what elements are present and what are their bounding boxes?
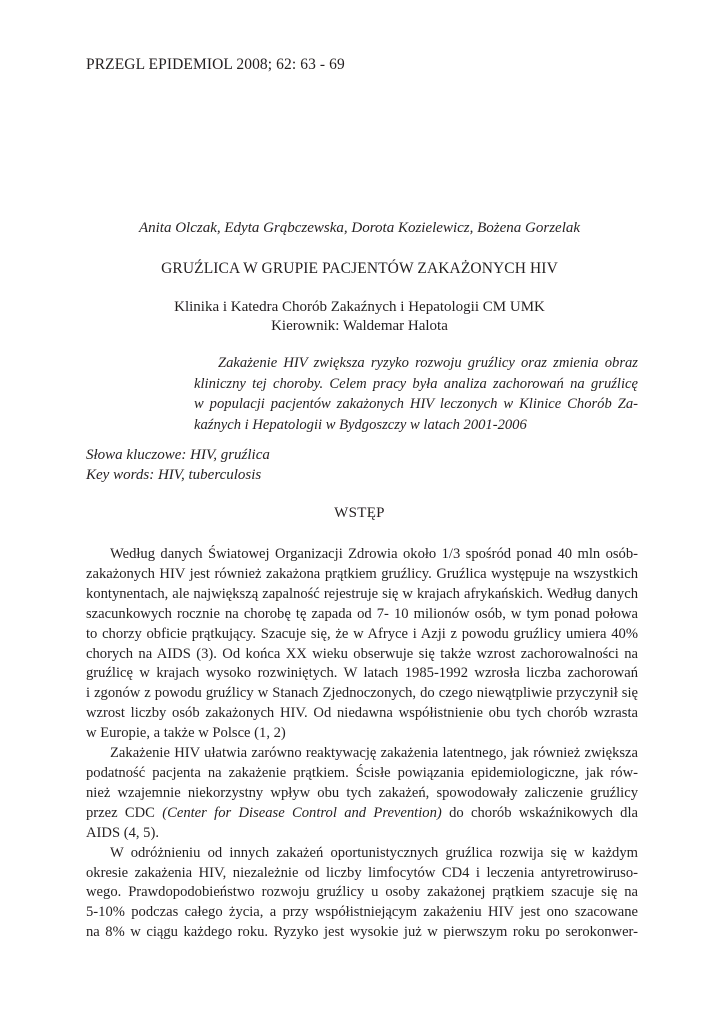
abstract-line: w populacji pacjentów zakażonych HIV leczonych w Klinice Chorób Za- — [194, 396, 638, 412]
body-line: W odróżnieniu od innych zakażeń oportunistycznych gruźlica rozwija się w każdym — [110, 844, 638, 861]
body-text-fragment: przez CDC — [86, 804, 155, 821]
article-title: GRUŹLICA W GRUPIE PACJENTÓW ZAKAŻONYCH HIV — [161, 260, 558, 277]
keywords — [86, 445, 270, 485]
body-line: wego. Prawdopodobieństwo rozwoju gruźlicy u osoby zakażonej prątkiem szacuje się na — [86, 884, 638, 901]
body-line: okresie zakażenia HIV, niezależnie od liczby limfocytów CD4 i leczenia antyretrowiruso- — [86, 864, 638, 881]
affiliation — [0, 298, 719, 336]
article-authors: Anita Olczak, Edyta Grąbczewska, Dorota Kozielewicz, Bożena Gorzelak — [138, 220, 581, 236]
body-line: gruźlicę w krajach wysoko rozwiniętych. W latach 1985-1992 wzrosła liczba zachorowań — [86, 665, 638, 682]
body-line: AIDS (4, 5). — [86, 824, 159, 841]
body-line: to chorzy obficie prątkujący. Szacuje się, że w Afryce i Azji z powodu gruźlicy umiera 40% — [86, 625, 638, 642]
body-line: szacunkowych rocznie na chorobę tę zapada od 7- 10 milionów osób, w tym ponad połowa — [86, 605, 638, 622]
body-line: nież wzajemnie niekorzystny wpływ obu tych zakażeń, spowodowały zaliczenie gruźlicy — [86, 784, 638, 801]
body-line: wzrost liczby osób zakażonych HIV. Od niedawna współistnienie obu tych chorób wzrasta — [86, 705, 638, 722]
body-line: 5-10% podczas całego życia, a przy współistniejącym zakażeniu HIV jest ono szacowane — [86, 904, 638, 921]
body-line: i zgonów z powodu gruźlicy w Stanach Zjednoczonych, do czego niewątpliwie przyczynił się — [86, 685, 638, 702]
body-line-cdc — [86, 804, 638, 824]
body-line: Według danych Światowej Organizacji Zdrowia około 1/3 spośród ponad 40 mln osób- — [110, 546, 638, 562]
affiliation-institution: Klinika i Katedra Chorób Zakaźnych i Hepatologii CM UMK — [174, 299, 545, 315]
body-text — [86, 545, 638, 943]
body-line: chorych na AIDS (3). Od końca XX wieku obserwuje się także wzrost zachorowalności na — [86, 645, 638, 662]
cdc-full-name: (Center for Disease Control and Prevention) — [162, 804, 442, 821]
section-heading: WSTĘP — [334, 505, 385, 521]
body-line: podatność pacjenta na zakażenie prątkiem. Ścisłe powiązania epidemiologiczne, jak rów- — [86, 764, 638, 781]
body-text-fragment: do chorób wskaźnikowych dla — [449, 804, 639, 821]
body-line: zakażonych HIV jest również zakażona prątkiem gruźlicy. Gruźlica występuje na wszystkich — [86, 565, 638, 582]
affiliation-head: Kierownik: Waldemar Halota — [271, 318, 448, 334]
journal-reference: PRZEGL EPIDEMIOL 2008; 62: 63 - 69 — [86, 56, 345, 73]
abstract-line: kliniczny tej choroby. Celem pracy była analiza zachorowań na gruźlicę — [194, 375, 638, 392]
abstract-line: Zakażenie HIV zwiększa ryzyko rozwoju gruźlicy oraz zmienia obraz — [218, 355, 638, 371]
body-line: Zakażenie HIV ułatwia zarówno reaktywację zakażenia latentnego, jak również zwiększa — [110, 745, 638, 762]
body-line: na 8% w ciągu każdego roku. Ryzyko jest wysokie już w pierwszym roku po serokonwer- — [86, 924, 638, 941]
keywords-polish: Słowa kluczowe: HIV, gruźlica — [86, 447, 270, 463]
body-line: kontynentach, ale największą zapalność rejestruje się w krajach afrykańskich. Według danych — [86, 585, 638, 602]
abstract-line: kaźnych i Hepatologii w Bydgoszczy w latach 2001-2006 — [194, 416, 527, 433]
abstract — [194, 353, 638, 435]
keywords-english: Key words: HIV, tuberculosis — [86, 467, 262, 483]
body-line: w Europie, a także w Polsce (1, 2) — [86, 725, 286, 742]
